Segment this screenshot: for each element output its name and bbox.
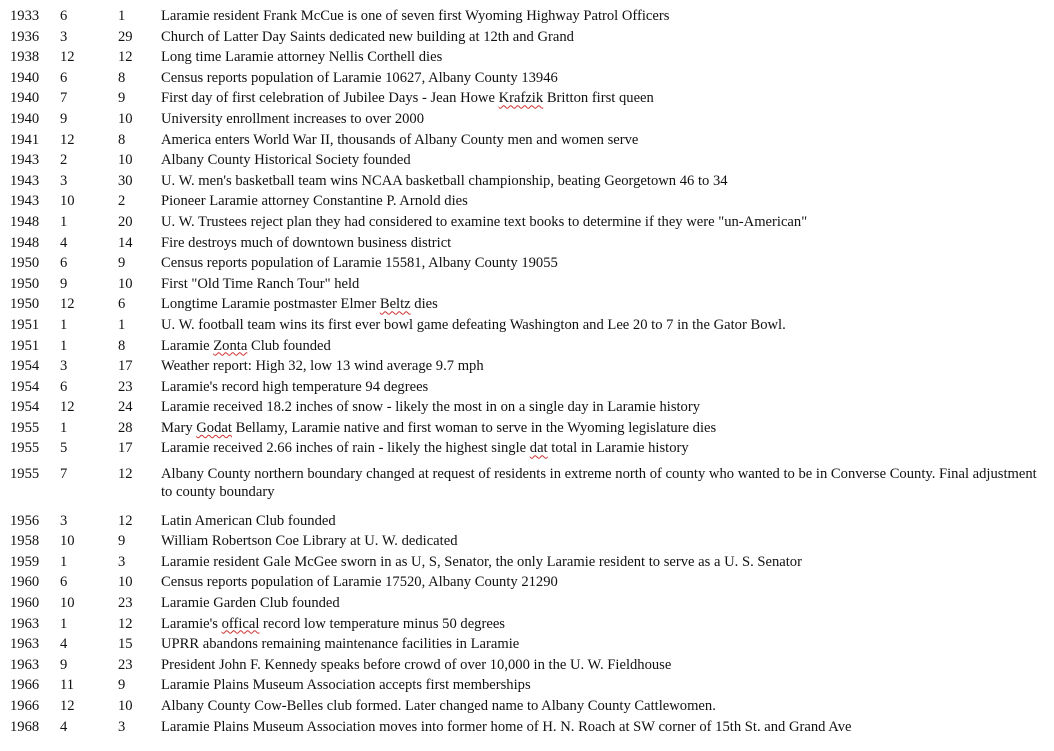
day-cell: 10	[118, 697, 133, 714]
table-row	[10, 573, 1046, 594]
year-cell: 1940	[10, 69, 40, 86]
year-cell: 1956	[10, 512, 40, 529]
table-row	[10, 28, 1046, 49]
month-cell: 1	[60, 316, 68, 333]
table-row	[10, 419, 1046, 440]
year-cell: 1943	[10, 152, 40, 169]
day-cell: 20	[118, 213, 133, 230]
year-cell: 1951	[10, 316, 40, 333]
table-row	[10, 295, 1046, 316]
year-cell: 1936	[10, 28, 40, 45]
day-cell: 12	[118, 466, 133, 483]
event-cell: Latin American Club founded	[161, 512, 336, 529]
year-cell: 1960	[10, 594, 40, 611]
day-cell: 15	[118, 636, 133, 653]
table-row	[10, 275, 1046, 296]
table-row	[10, 110, 1046, 131]
month-cell: 1	[60, 337, 68, 354]
month-cell: 11	[60, 677, 75, 694]
day-cell: 8	[118, 69, 126, 86]
event-cell: Census reports population of Laramie 17520, Albany County 21290	[161, 574, 558, 591]
month-cell: 6	[60, 378, 68, 395]
table-row	[10, 234, 1046, 255]
day-cell: 8	[118, 131, 126, 148]
month-cell: 3	[60, 28, 68, 45]
day-cell: 9	[118, 533, 126, 550]
event-cell: U. W. men's basketball team wins NCAA basketball championship, beating Georgetown 46 to 34	[161, 172, 728, 189]
table-row	[10, 69, 1046, 90]
table-row	[10, 89, 1046, 110]
month-cell: 12	[60, 49, 75, 66]
month-cell: 1	[60, 553, 68, 570]
month-cell: 9	[60, 656, 68, 673]
event-cell: Laramie Garden Club founded	[161, 594, 340, 611]
month-cell: 1	[60, 419, 68, 436]
timeline-body	[10, 7, 1046, 738]
month-cell: 12	[60, 399, 75, 416]
month-cell: 7	[60, 90, 68, 107]
year-cell: 1955	[10, 440, 40, 457]
month-cell: 6	[60, 8, 68, 24]
event-cell: Laramie Plains Museum Association moves into former home of H. N. Roach at SW corner of 15th St. and Grand Ave	[161, 718, 852, 735]
year-cell: 1950	[10, 296, 40, 313]
table-row	[10, 718, 1046, 739]
day-cell: 10	[118, 110, 133, 127]
table-row	[10, 213, 1046, 234]
table-row	[10, 357, 1046, 378]
event-cell: Laramie Zonta Club founded	[161, 337, 331, 354]
day-cell: 24	[118, 399, 133, 416]
year-cell: 1940	[10, 90, 40, 107]
event-cell: Weather report: High 32, low 13 wind average 9.7 mph	[161, 358, 484, 375]
year-cell: 1963	[10, 656, 40, 673]
table-row	[10, 192, 1046, 213]
month-cell: 12	[60, 697, 75, 714]
year-cell: 1943	[10, 193, 40, 210]
event-cell: America enters World War II, thousands of Albany County men and women serve	[161, 131, 639, 148]
day-cell: 9	[118, 677, 126, 694]
event-cell: U. W. football team wins its first ever bowl game defeating Washington and Lee 20 to 7 in the Gator Bowl.	[161, 316, 786, 333]
day-cell: 3	[118, 718, 126, 735]
day-cell: 8	[118, 337, 126, 354]
event-cell: Laramie's record high temperature 94 degrees	[161, 378, 429, 395]
day-cell: 12	[118, 512, 133, 529]
event-cell: Mary Godat Bellamy, Laramie native and first woman to serve in the Wyoming legislature dies	[161, 419, 717, 436]
day-cell: 2	[118, 193, 126, 210]
event-cell: Laramie Plains Museum Association accepts first memberships	[161, 677, 531, 694]
year-cell: 1951	[10, 337, 40, 354]
event-cell: President John F. Kennedy speaks before crowd of over 10,000 in the U. W. Fieldhouse	[161, 656, 672, 673]
year-cell: 1954	[10, 378, 40, 395]
day-cell: 30	[118, 172, 133, 189]
month-cell: 10	[60, 193, 75, 210]
spellcheck-flag: Beltz	[379, 296, 411, 313]
day-cell: 14	[118, 234, 133, 251]
day-cell: 9	[118, 255, 126, 272]
day-cell: 23	[118, 594, 133, 611]
event-cell: Laramie received 2.66 inches of rain - likely the highest single dat total in Laramie history	[161, 440, 689, 457]
month-cell: 4	[60, 718, 68, 735]
table-row	[10, 398, 1046, 419]
month-cell: 6	[60, 574, 68, 591]
year-cell: 1966	[10, 677, 40, 694]
day-cell: 23	[118, 656, 133, 673]
event-cell: Albany County northern boundary changed at request of residents in extreme north of county who wanted to be in Converse County. Final adjustment to county boundary	[161, 466, 1037, 501]
day-cell: 1	[118, 316, 126, 333]
event-cell: Census reports population of Laramie 15581, Albany County 19055	[161, 255, 558, 272]
spellcheck-flag: Krafzik	[498, 90, 544, 107]
day-cell: 6	[118, 296, 126, 313]
spellcheck-flag: Godat	[196, 419, 232, 436]
year-cell: 1968	[10, 718, 40, 735]
spellcheck-flag: Zonta	[213, 337, 248, 354]
day-cell: 17	[118, 440, 133, 457]
table-row	[10, 532, 1046, 553]
table-row	[10, 460, 1046, 512]
year-cell: 1940	[10, 110, 40, 127]
year-cell: 1950	[10, 255, 40, 272]
spellcheck-flag: dat	[529, 440, 548, 457]
year-cell: 1958	[10, 533, 40, 550]
month-cell: 5	[60, 440, 68, 457]
year-cell: 1950	[10, 275, 40, 292]
year-cell: 1943	[10, 172, 40, 189]
spellcheck-flag: offical	[221, 615, 260, 632]
event-cell: University enrollment increases to over 2000	[161, 110, 425, 127]
event-cell: Census reports population of Laramie 10627, Albany County 13946	[161, 69, 558, 86]
month-cell: 9	[60, 275, 68, 292]
year-cell: 1963	[10, 615, 40, 632]
table-row	[10, 131, 1046, 152]
event-cell: Longtime Laramie postmaster Elmer Beltz dies	[161, 296, 438, 313]
month-cell: 10	[60, 533, 75, 550]
table-row	[10, 594, 1046, 615]
day-cell: 10	[118, 275, 133, 292]
event-cell: Laramie resident Gale McGee sworn in as U, S, Senator, the only Laramie resident to serve as a U. S. Senator	[161, 553, 802, 570]
table-row	[10, 316, 1046, 337]
year-cell: 1954	[10, 358, 40, 375]
table-row	[10, 697, 1046, 718]
table-row	[10, 254, 1046, 275]
table-row	[10, 676, 1046, 697]
day-cell: 23	[118, 378, 133, 395]
day-cell: 12	[118, 49, 133, 66]
day-cell: 12	[118, 615, 133, 632]
year-cell: 1941	[10, 131, 40, 148]
day-cell: 10	[118, 152, 133, 169]
year-cell: 1955	[10, 466, 40, 483]
day-cell: 3	[118, 553, 126, 570]
event-cell: First "Old Time Ranch Tour" held	[161, 275, 360, 292]
event-cell: Laramie received 18.2 inches of snow - likely the most in on a single day in Laramie history	[161, 399, 701, 416]
day-cell: 28	[118, 419, 133, 436]
year-cell: 1959	[10, 553, 40, 570]
month-cell: 3	[60, 512, 68, 529]
month-cell: 12	[60, 296, 75, 313]
table-row	[10, 439, 1046, 460]
month-cell: 10	[60, 594, 75, 611]
day-cell: 29	[118, 28, 133, 45]
month-cell: 4	[60, 234, 68, 251]
event-cell: UPRR abandons remaining maintenance facilities in Laramie	[161, 636, 520, 653]
table-row	[10, 512, 1046, 533]
month-cell: 1	[60, 615, 68, 632]
timeline-table	[10, 7, 1046, 738]
year-cell: 1963	[10, 636, 40, 653]
year-cell: 1948	[10, 213, 40, 230]
month-cell: 1	[60, 213, 68, 230]
year-cell: 1948	[10, 234, 40, 251]
month-cell: 6	[60, 69, 68, 86]
table-row	[10, 7, 1046, 28]
month-cell: 3	[60, 358, 68, 375]
year-cell: 1960	[10, 574, 40, 591]
day-cell: 10	[118, 574, 133, 591]
month-cell: 12	[60, 131, 75, 148]
event-cell: Long time Laramie attorney Nellis Corthell dies	[161, 49, 443, 66]
month-cell: 2	[60, 152, 68, 169]
year-cell: 1933	[10, 8, 40, 24]
table-row	[10, 656, 1046, 677]
event-cell: Church of Latter Day Saints dedicated new building at 12th and Grand	[161, 28, 574, 45]
table-row	[10, 615, 1046, 636]
event-cell: Albany County Cow-Belles club formed. Later changed name to Albany County Cattlewomen.	[161, 697, 716, 714]
event-cell: Laramie's offical record low temperature minus 50 degrees	[161, 615, 505, 632]
year-cell: 1954	[10, 399, 40, 416]
month-cell: 9	[60, 110, 68, 127]
event-cell: Fire destroys much of downtown business district	[161, 234, 452, 251]
year-cell: 1955	[10, 419, 40, 436]
table-row	[10, 337, 1046, 358]
month-cell: 3	[60, 172, 68, 189]
table-row	[10, 151, 1046, 172]
table-row	[10, 553, 1046, 574]
year-cell: 1938	[10, 49, 40, 66]
month-cell: 7	[60, 466, 68, 483]
event-cell: Albany County Historical Society founded	[161, 152, 411, 169]
event-cell: Pioneer Laramie attorney Constantine P. Arnold dies	[161, 193, 468, 210]
day-cell: 17	[118, 358, 133, 375]
event-cell: William Robertson Coe Library at U. W. dedicated	[161, 533, 458, 550]
table-row	[10, 378, 1046, 399]
day-cell: 9	[118, 90, 126, 107]
year-cell: 1966	[10, 697, 40, 714]
month-cell: 6	[60, 255, 68, 272]
event-cell: First day of first celebration of Jubilee Days - Jean Howe Krafzik Britton first queen	[161, 90, 654, 107]
table-row	[10, 172, 1046, 193]
table-row	[10, 48, 1046, 69]
day-cell: 1	[118, 8, 126, 24]
event-cell: U. W. Trustees reject plan they had considered to examine text books to determine if they were "un-American"	[161, 213, 808, 230]
event-cell: Laramie resident Frank McCue is one of seven first Wyoming Highway Patrol Officers	[161, 8, 670, 24]
month-cell: 4	[60, 636, 68, 653]
table-row	[10, 635, 1046, 656]
